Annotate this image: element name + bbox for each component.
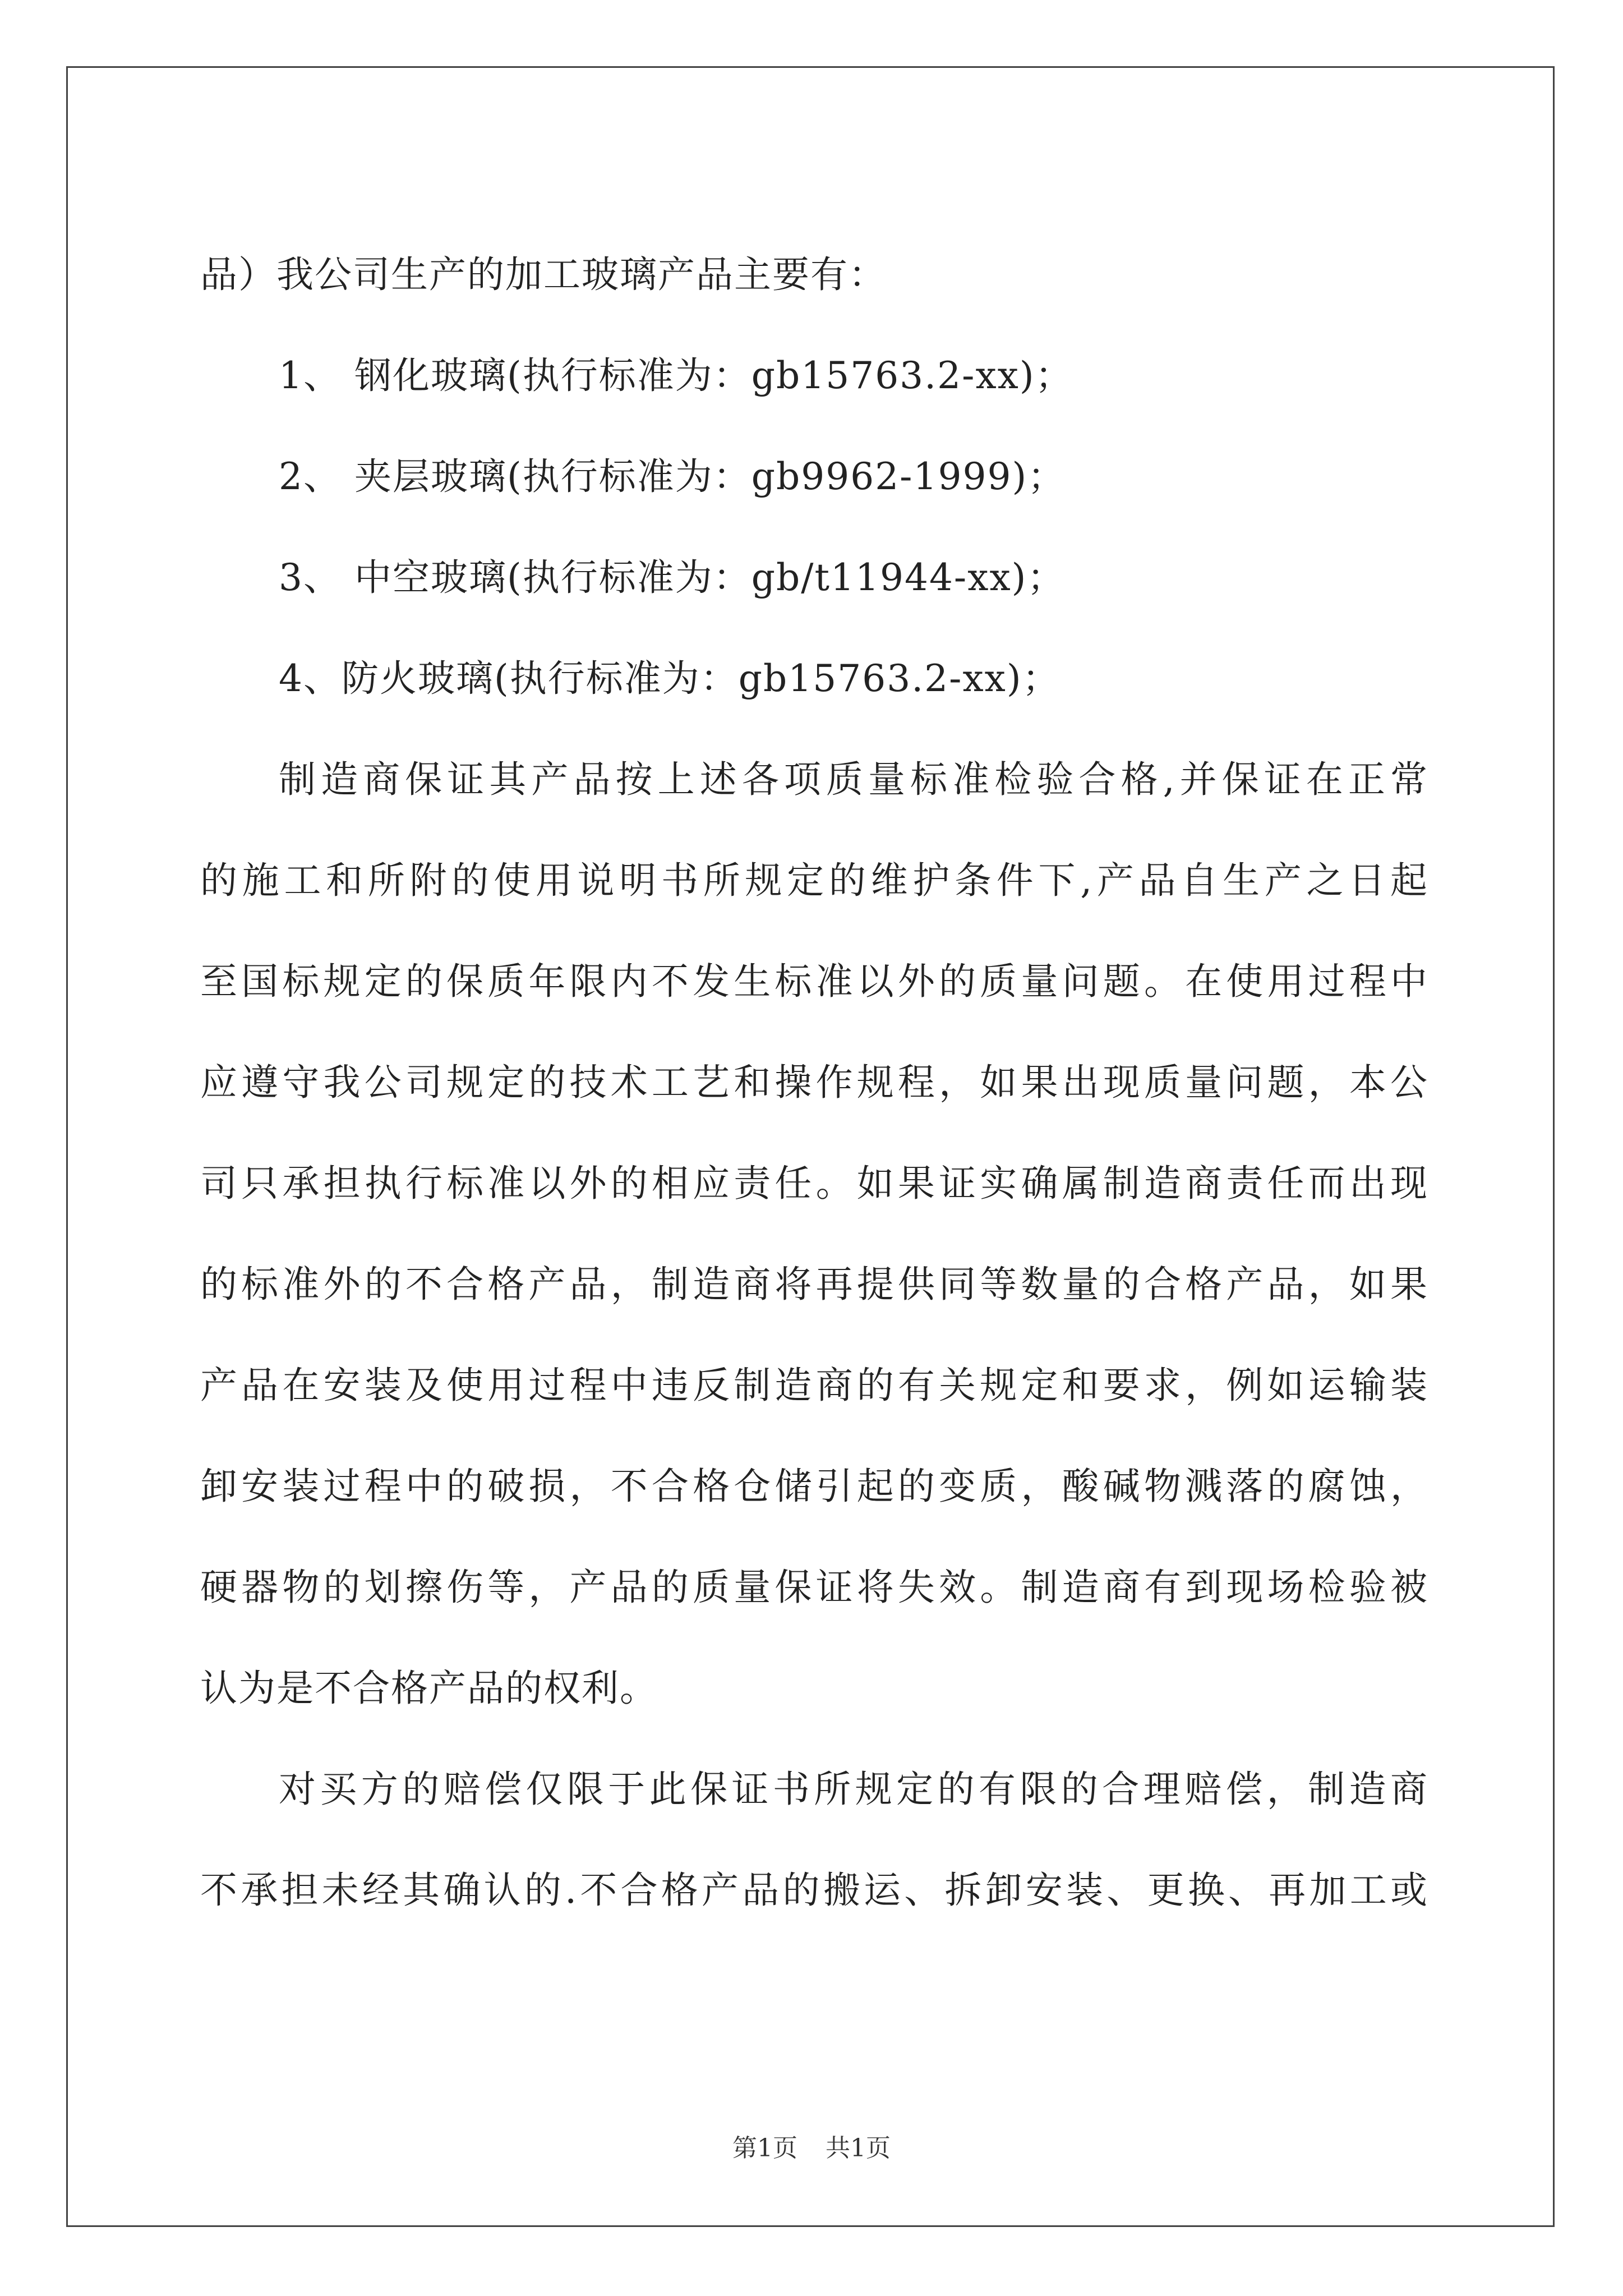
page-number: 第1页	[732, 2134, 797, 2162]
paragraph-1-line: 产品在安装及使用过程中违反制造商的有关规定和要求，例如运输装	[200, 1364, 1428, 1407]
page-footer	[0, 2132, 1623, 2165]
paragraph-2-line: 不承担未经其确认的.不合格产品的搬运、拆卸安装、更换、再加工或	[200, 1869, 1428, 1912]
paragraph-1-line: 至国标规定的保质年限内不发生标准以外的质量问题。在使用过程中	[200, 960, 1428, 1003]
paragraph-1-line: 制造商保证其产品按上述各项质量标准检验合格,并保证在正常	[279, 758, 1428, 801]
paragraph-1-line: 司只承担执行标准以外的相应责任。如果证实确属制造商责任而出现	[200, 1162, 1428, 1205]
paragraph-1-line: 应遵守我公司规定的技术工艺和操作规程，如果出现质量问题，本公	[200, 1061, 1428, 1104]
list-item-4: 4、防火玻璃(执行标准为：gb15763.2-xx)；	[279, 657, 1061, 700]
list-item-1: 1、 钢化玻璃(执行标准为：gb15763.2-xx)；	[279, 354, 1073, 397]
paragraph-1-line: 卸安装过程中的破损，不合格仓储引起的变质，酸碱物溅落的腐蚀，	[200, 1465, 1428, 1508]
text-line: 品）我公司生产的加工玻璃产品主要有：	[200, 253, 887, 296]
page-total: 共1页	[826, 2134, 891, 2162]
paragraph-1-line: 硬器物的划擦伤等，产品的质量保证将失效。制造商有到现场检验被	[200, 1566, 1428, 1609]
list-item-2: 2、 夹层玻璃(执行标准为：gb9962-1999)；	[279, 455, 1066, 498]
list-item-3: 3、 中空玻璃(执行标准为：gb/t11944-xx)；	[279, 556, 1066, 599]
paragraph-1-last-line: 认为是不合格产品的权利。	[200, 1667, 658, 1710]
paragraph-1-line: 的施工和所附的使用说明书所规定的维护条件下,产品自生产之日起	[200, 859, 1428, 902]
paragraph-1-line: 的标准外的不合格产品，制造商将再提供同等数量的合格产品，如果	[200, 1263, 1428, 1306]
paragraph-2-line: 对买方的赔偿仅限于此保证书所规定的有限的合理赔偿，制造商	[279, 1768, 1428, 1811]
document-body	[200, 224, 1428, 1941]
